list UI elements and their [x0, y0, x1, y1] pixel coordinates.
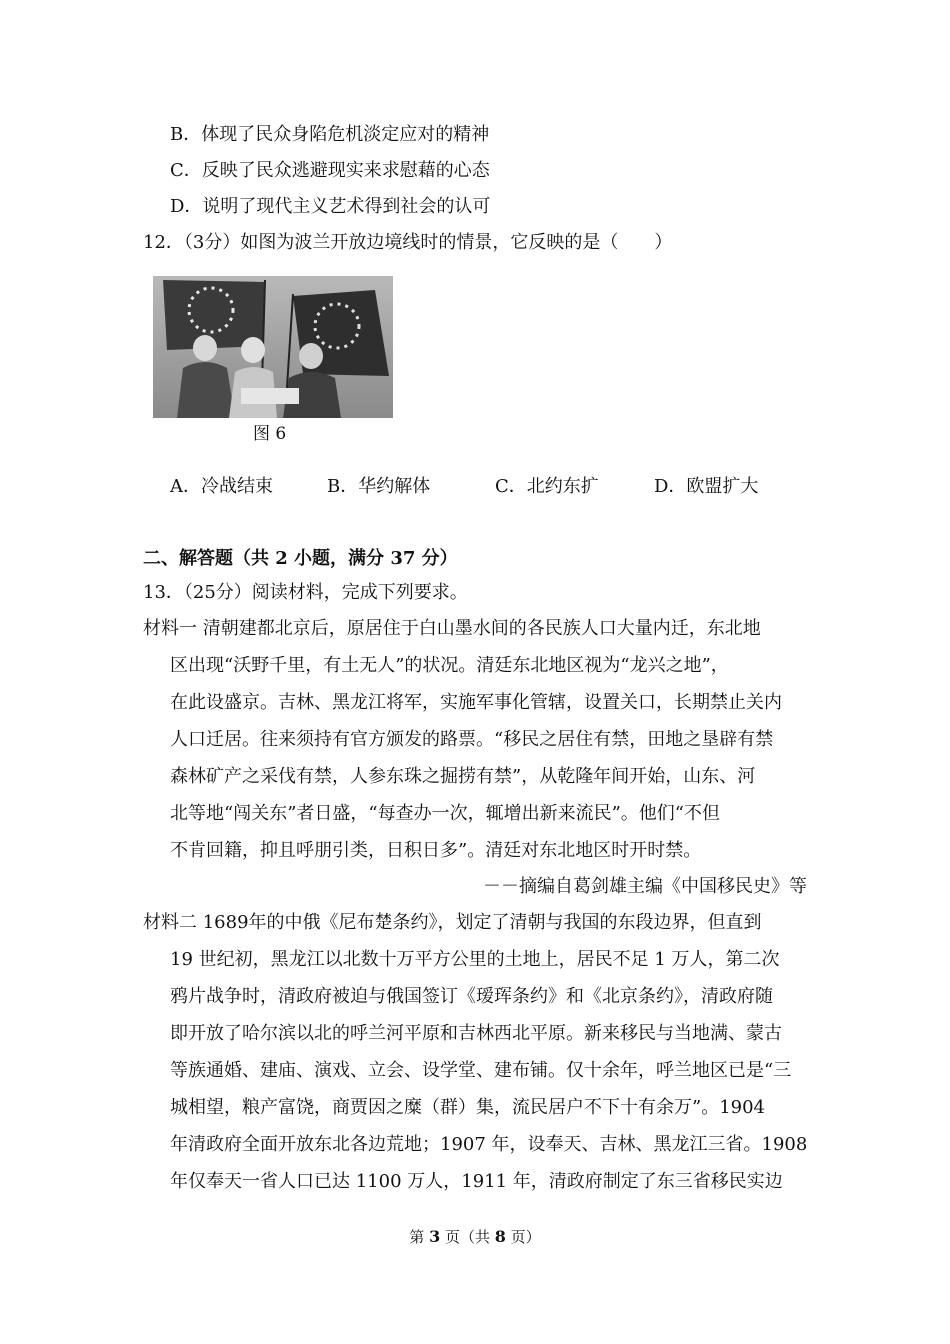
q11-option-b: B．体现了民众身陷危机淡定应对的精神: [170, 124, 490, 145]
footer-middle: 页（共: [440, 1228, 495, 1246]
q13-stem: 13．（25分）阅读材料，完成下列要求。: [143, 582, 468, 603]
material1-line: 不肯回籍，抑且呼朋引类，日积日多”。清廷对东北地区时开时禁。: [170, 840, 702, 861]
material1-source: －－摘编自葛剑雄主编《中国移民史》等: [483, 876, 807, 897]
section-heading: 二、解答题（共 2 小题，满分 37 分）: [143, 548, 458, 569]
material2-line: 鸦片战争时，清政府被迫与俄国签订《瑷珲条约》和《北京条约》，清政府随: [170, 986, 773, 1007]
material2-line: 即开放了哈尔滨以北的呼兰河平原和吉林西北平原。新来移民与当地满、蒙古: [170, 1023, 782, 1044]
material1-line: 人口迁居。往来须持有官方颁发的路票。“移民之居住有禁，田地之垦辟有禁: [170, 729, 774, 750]
photo-illustration: [153, 276, 393, 418]
material2-line: 年清政府全面开放东北各边荒地；1907 年，设奉天、吉林、黑龙江三省。1908: [170, 1134, 808, 1155]
material1-line: 森林矿产之采伐有禁，人参东珠之掘捞有禁”，从乾隆年间开始，山东、河: [170, 766, 756, 787]
material1-line: 在此设盛京。吉林、黑龙江将军，实施军事化管辖，设置关口，长期禁止关内: [170, 692, 782, 713]
figure-caption: 图 6: [253, 424, 287, 444]
figure-6-photo: [153, 276, 393, 418]
footer-page-number: 3: [429, 1227, 441, 1246]
q11-option-d: D．说明了现代主义艺术得到社会的认可: [170, 196, 491, 217]
material1-line: 北等地“闯关东”者日盛，“每查办一次，辄增出新来流民”。他们“不但: [170, 803, 721, 824]
q12-option-c: C．北约东扩: [495, 476, 599, 497]
footer-suffix: 页）: [505, 1228, 541, 1246]
q12-stem: 12．（3分）如图为波兰开放边境线时的情景，它反映的是（ ）: [143, 232, 673, 253]
q11-option-c: C．反映了民众逃避现实来求慰藉的心态: [170, 160, 490, 181]
material2-line: 19 世纪初，黑龙江以北数十万平方公里的土地上，居民不足 1 万人，第二次: [170, 949, 780, 970]
q12-option-a: A．冷战结束: [170, 476, 273, 497]
material1-line: 材料一 清朝建都北京后，原居住于白山墨水间的各民族人口大量内迁，东北地: [143, 618, 761, 639]
footer-total-pages: 8: [494, 1227, 506, 1246]
material2-line: 城相望，粮产富饶，商贾因之糜（群）集，流民居户不下十有余万”。1904: [170, 1097, 766, 1118]
material2-line: 等族通婚、建庙、演戏、立会、设学堂、建布铺。仅十余年，呼兰地区已是“三: [170, 1060, 792, 1081]
q12-option-d: D．欧盟扩大: [654, 476, 759, 497]
material2-line: 年仅奉天一省人口已达 1100 万人，1911 年，清政府制定了东三省移民实边: [170, 1171, 783, 1192]
q12-option-b: B．华约解体: [327, 476, 431, 497]
material1-line: 区出现“沃野千里，有土无人”的状况。清廷东北地区视为“龙兴之地”，: [170, 655, 729, 676]
footer-prefix: 第: [409, 1228, 430, 1246]
material2-line: 材料二 1689年的中俄《尼布楚条约》，划定了清朝与我国的东段边界，但直到: [143, 912, 762, 933]
page-footer: [0, 1226, 950, 1248]
